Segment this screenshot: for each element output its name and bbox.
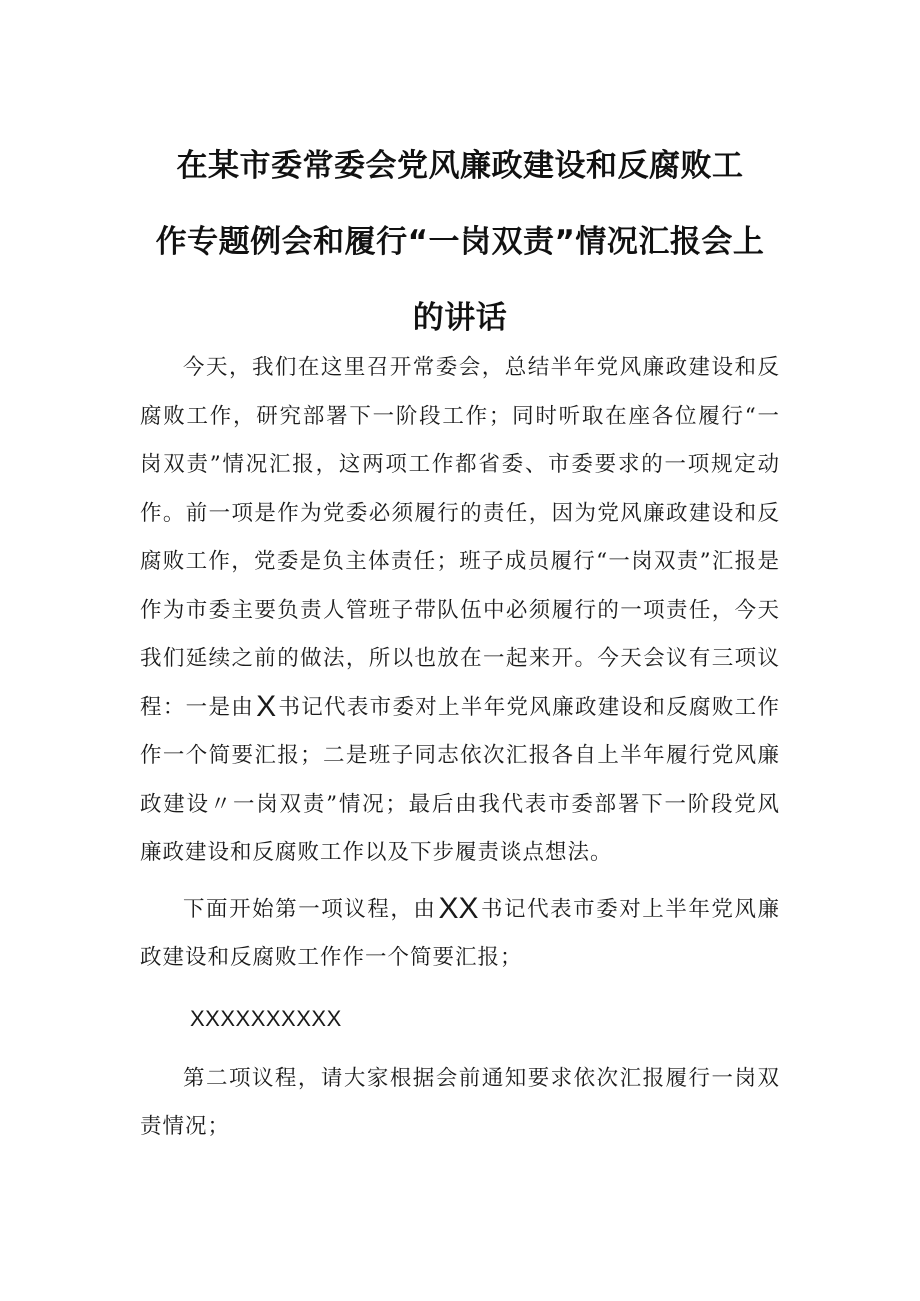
speech-title [140, 128, 780, 356]
report-placeholder: XXXXXXXXXX [190, 1005, 342, 1031]
title-line-3: 的讲话 [412, 300, 508, 336]
paragraph-second-agenda: 第二项议程，请大家根据会前通知要求依次汇报履行一岗双责情况； [140, 1065, 780, 1139]
title-line-2: 作专题例会和履行“一岗双责”情况汇报会上 [155, 224, 765, 260]
name-placeholder-xx: XX [438, 891, 479, 925]
paragraph-opening-text-2: 书记代表市委对上半年党风廉政建设和反腐败工作作一个简要汇报；二是班子同志依次汇报各自上半年履行党风廉政建设〃一岗双责”情况；最后由我代表市委部署下一阶段党风廉政建设和反腐败工作以及下步履责谈点想法。 [140, 694, 780, 865]
paragraph-first-agenda-text-1: 下面开始第一项议程，由 [183, 896, 437, 922]
title-line-1: 在某市委常委会党风廉政建设和反腐败工 [176, 148, 744, 184]
name-placeholder-x: X [256, 689, 277, 723]
speech-body [140, 344, 780, 1152]
paragraph-opening [140, 344, 780, 878]
paragraph-first-agenda-text-2: 书记代表市委对上半年党风廉政建设和反腐败工作作一个简要汇报； [140, 896, 780, 970]
paragraph-opening-text-1: 今天，我们在这里召开常委会，总结半年党风廉政建设和反腐败工作，研究部署下一阶段工作；同时听取在座各位履行“一岗双责”情况汇报，这两项工作都省委、市委要求的一项规定动作。前一项是作为党委必须履行的责任，因为党风廉政建设和反腐败工作，党委是负主体责任；班子成员履行“一岗双责”汇报是作为市委主要负责人管班子带队伍中必须履行的一项责任，今天我们延续之前的做法，所以也放在一起来开。今天会议有三项议程：一是由 [140, 355, 780, 720]
paragraph-first-agenda [140, 886, 780, 983]
